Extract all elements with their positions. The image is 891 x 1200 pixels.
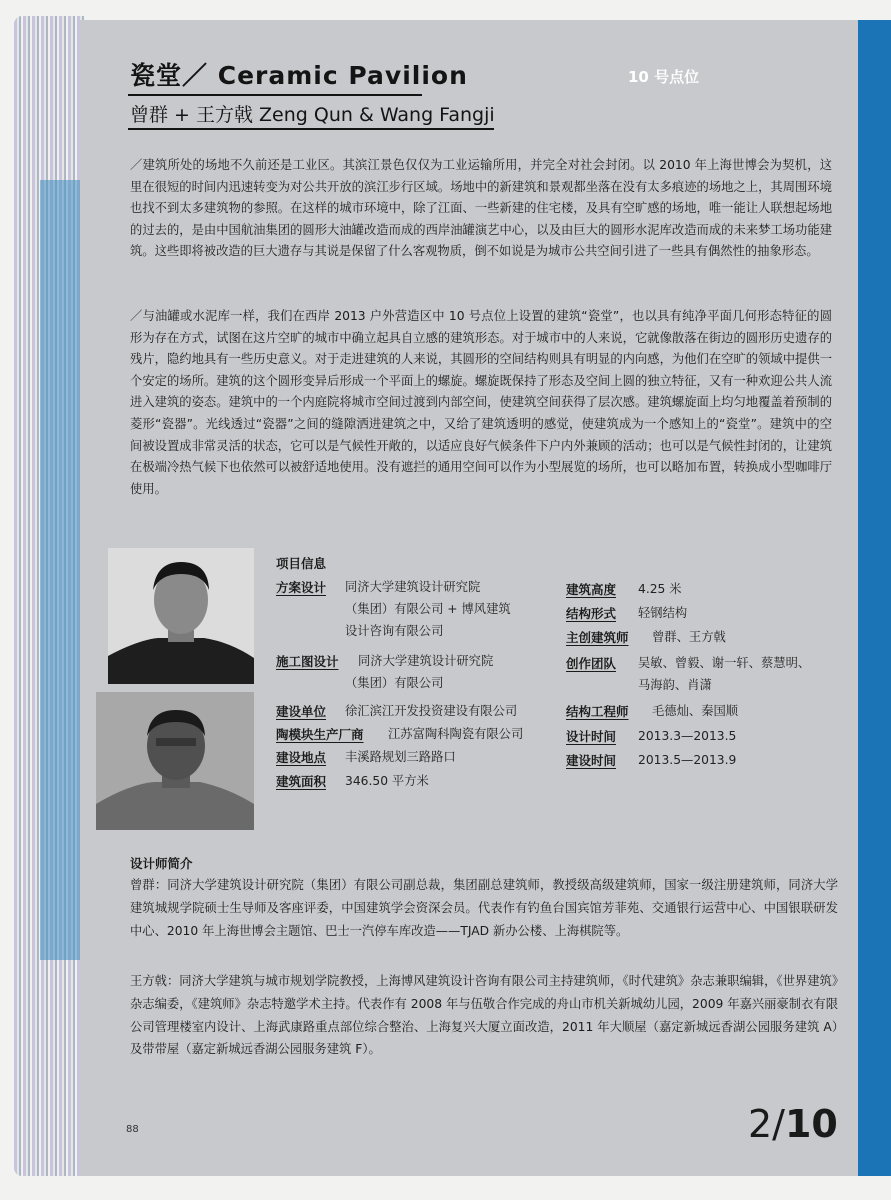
label-build-time: 建设时间 <box>566 753 617 768</box>
value-client: 徐汇滨江开发投资建设有限公司 <box>345 704 518 718</box>
page-number: 88 <box>126 1124 139 1135</box>
label-team: 创作团队 <box>566 656 617 671</box>
label-chief-architect: 主创建筑师 <box>566 630 629 645</box>
label-structure: 结构形式 <box>566 606 617 621</box>
value-construction-design: 同济大学建筑设计研究院 （集团）有限公司 <box>345 654 494 690</box>
project-info-title: 项目信息 <box>276 556 327 571</box>
label-client: 建设单位 <box>276 704 327 719</box>
page-stack-tab <box>40 180 80 960</box>
label-design-time: 设计时间 <box>566 729 617 744</box>
body-paragraph-1: ／建筑所处的场地不久前还是工业区。其滨江景色仅仅为工业运输所用，并完全对社会封闭。以 2010 年上海世博会为契机，这里在很短的时间内迅速转变为对公共开放的滨江步行区域。场地中的新建筑和景观都坐落在没有太多痕迹的场地之上，其周围环境也找不到太多建筑物的参照。在这样的城市环境中，除了江面、一些新建的住宅楼，及具有空旷感的场地，唯一能让人联想起场地的过去的，是由中国航油集团的圆形大油罐改造而成的西岸油罐演艺中心，以及由巨大的圆形水泥库改造而成的未来梦工场功能建筑。这些即将被改造的巨大遗存与其说是保留了什么客观物质，倒不如说是为城市公共空间引进了一些具有偶然性的抽象形态。 <box>130 158 832 259</box>
portrait-wang-fangji <box>96 692 254 830</box>
value-design-time: 2013.3—2013.5 <box>638 729 737 743</box>
value-site: 丰溪路规划三路路口 <box>345 750 456 764</box>
authors-rule <box>128 128 494 130</box>
label-scheme-design: 方案设计 <box>276 580 327 595</box>
value-area: 346.50 平方米 <box>345 774 429 788</box>
right-blue-band <box>858 20 891 1176</box>
bio-wang-fangji: 王方戟：同济大学建筑与城市规划学院教授，上海博风建筑设计咨询有限公司主持建筑师，《时代建筑》杂志兼职编辑，《世界建筑》杂志编委，《建筑师》杂志特邀学术主持。代表作有 2008 年与伍敬合作完成的舟山市机关新城幼儿园，2009 年嘉兴丽豪制衣有限公司管理楼室内设计、上海武康路重点部位综合整治、上海复兴大厦立面改造，2011 年大顺屋（嘉定新城远香湖公园服务建筑 A）及带带屋（嘉定新城远香湖公园服务建筑 F）。 <box>130 974 838 1057</box>
bio-zeng-qun: 曾群：同济大学建筑设计研究院（集团）有限公司副总裁，集团副总建筑师，教授级高级建筑师，国家一级注册建筑师，同济大学建筑城规学院硕士生导师及客座评委，中国建筑学会资深会员。代表作有钓鱼台国宾馆芳菲苑、交通银行运营中心、中国银联研发中心、2010 年上海世博会主题馆、巴士一汽停车库改造——TJAD 新办公楼、上海棋院等。 <box>130 878 838 938</box>
spot-label: 10 号点位 <box>628 68 700 86</box>
label-structural-engineer: 结构工程师 <box>566 704 629 719</box>
value-scheme-design: 同济大学建筑设计研究院 （集团）有限公司 + 博风建筑 设计咨询有限公司 <box>345 580 511 638</box>
value-structure: 轻钢结构 <box>638 606 688 620</box>
value-build-time: 2013.5—2013.9 <box>638 753 737 767</box>
page-title: 瓷堂／ Ceramic Pavilion <box>130 61 468 90</box>
value-tile-manufacturer: 江苏富陶科陶瓷有限公司 <box>388 727 524 741</box>
value-chief-architect: 曾群、王方戟 <box>652 630 726 644</box>
label-height: 建筑高度 <box>566 582 617 597</box>
label-construction-design: 施工图设计 <box>276 654 339 669</box>
label-tile-manufacturer: 陶模块生产厂商 <box>276 727 364 742</box>
series-counter: 2/10 <box>748 1102 838 1146</box>
value-team: 吴敏、曾毅、谢一轩、蔡慧明、 马海韵、肖潇 <box>638 656 811 692</box>
value-structural-engineer: 毛德灿、秦国顺 <box>652 704 739 718</box>
portrait-zeng-qun <box>108 548 254 684</box>
body-paragraph-2: ／与油罐或水泥库一样，我们在西岸 2013 户外营造区中 10 号点位上设置的建筑“瓷堂”，也以具有纯净平面几何形态特征的圆形为存在方式，试图在这片空旷的城市中确立起具自立感的建筑形态。对于城市中的人来说，它就像散落在街边的圆形历史遗存的残片，隐约地具有一些历史意义。对于走进建筑的人来说，其圆形的空间结构则具有明显的内向感，为他们在空旷的领域中提供一个安定的场所。建筑的这个圆形变异后形成一个平面上的螺旋。螺旋既保持了形态及空间上圆的独立特征，又有一种欢迎公共人流进入建筑的姿态。建筑中的一个内庭院将城市空间过渡到内部空间，使建筑空间获得了层次感。建筑螺旋面上均匀地覆盖着预制的菱形“瓷器”。光线透过“瓷器”之间的缝隙洒进建筑之中，又给了建筑透明的感觉，使建筑成为一个感知上的“瓷堂”。建筑中的空间被设置成非常灵活的状态，它可以是气候性开敞的，以适应良好气候条件下户内外兼顾的活动；也可以是气候性封闭的，让建筑在极端冷热气候下也依然可以被舒适地使用。没有遮拦的通用空间可以作为小型展览的场所，也可以略加布置，转换成小型咖啡厅使用。 <box>130 309 832 496</box>
label-area: 建筑面积 <box>276 774 327 789</box>
authors: 曾群 + 王方戟 Zeng Qun & Wang Fangji <box>130 104 495 126</box>
title-rule <box>128 94 422 96</box>
label-site: 建设地点 <box>276 750 327 765</box>
value-height: 4.25 米 <box>638 582 682 596</box>
designers-title: 设计师简介 <box>130 856 193 871</box>
